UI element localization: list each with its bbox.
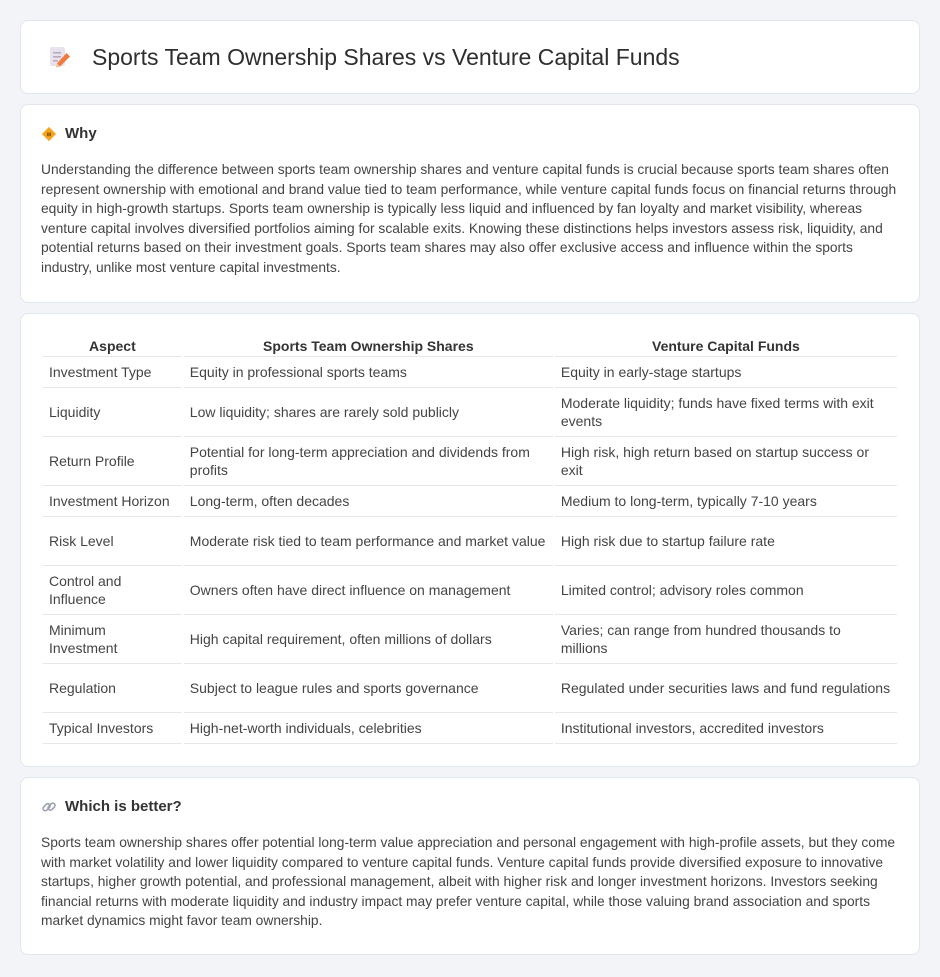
table-row — [43, 713, 897, 744]
table-row — [43, 357, 897, 388]
cell-sports: High capital requirement, often millions of dollars — [184, 615, 553, 664]
why-section — [20, 104, 920, 303]
cell-aspect: Regulation — [43, 664, 182, 713]
cell-aspect: Investment Type — [43, 357, 182, 388]
link-icon — [41, 799, 57, 815]
table-row — [43, 517, 897, 566]
table-row — [43, 388, 897, 437]
cell-sports: Subject to league rules and sports governance — [184, 664, 553, 713]
cell-aspect: Typical Investors — [43, 713, 182, 744]
cell-sports: Long-term, often decades — [184, 486, 553, 517]
why-header — [41, 125, 899, 142]
which-text: Sports team ownership shares offer potential long-term value appreciation and personal engagement with high-profile assets, but they come with market volatility and lower liquidity compared to venture capital funds. Venture capital funds provide diversified exposure to innovative startups, higher growth potential, and professional management, albeit with higher risk and longer investment horizons. Investors seeking financial returns with moderate liquidity and industry impact may prefer venture capital, while those valuing brand association and sports market dynamics might favor team ownership. — [41, 835, 896, 928]
cell-sports: Potential for long-term appreciation and dividends from profits — [184, 437, 553, 486]
cell-aspect: Investment Horizon — [43, 486, 182, 517]
which-header — [41, 798, 899, 815]
cell-vc: High risk, high return based on startup success or exit — [555, 437, 897, 486]
header-venture-capital: Venture Capital Funds — [555, 330, 897, 357]
table-row — [43, 615, 897, 664]
which-heading: Which is better? — [65, 798, 182, 815]
why-text: Understanding the difference between sports team ownership shares and venture capital funds is crucial because sports team shares often represent ownership with emotional and brand value tied to team performance, while venture capital funds focus on financial returns through equity in high-growth startups. Sports team ownership is typically less liquid and influenced by fan loyalty and market visibility, whereas venture capital involves diversified portfolios aiming for scalable exits. Knowing these distinctions helps investors assess risk, liquidity, and potential returns based on their investment goals. Sports team shares may also offer exclusive access and influence within the sports industry, unlike most venture capital investments. — [41, 162, 897, 275]
which-section — [20, 777, 920, 955]
cell-vc: Varies; can range from hundred thousands to millions — [555, 615, 897, 664]
cell-vc: Institutional investors, accredited investors — [555, 713, 897, 744]
cell-vc: High risk due to startup failure rate — [555, 517, 897, 566]
cell-aspect: Minimum Investment — [43, 615, 182, 664]
cell-vc: Moderate liquidity; funds have fixed terms with exit events — [555, 388, 897, 437]
cell-aspect: Control and Influence — [43, 566, 182, 615]
diamond-signal-icon — [41, 126, 57, 142]
table-row — [43, 437, 897, 486]
cell-vc: Limited control; advisory roles common — [555, 566, 897, 615]
page-title: Sports Team Ownership Shares vs Venture Capital Funds — [92, 43, 680, 70]
table-row — [43, 566, 897, 615]
cell-aspect: Return Profile — [43, 437, 182, 486]
table-header-row — [43, 330, 897, 357]
cell-aspect: Risk Level — [43, 517, 182, 566]
comparison-table — [41, 330, 899, 744]
cell-sports: Owners often have direct influence on management — [184, 566, 553, 615]
comparison-table-card — [20, 313, 920, 767]
why-heading: Why — [65, 125, 97, 142]
table-row — [43, 486, 897, 517]
cell-vc: Regulated under securities laws and fund regulations — [555, 664, 897, 713]
cell-sports: Low liquidity; shares are rarely sold publicly — [184, 388, 553, 437]
cell-vc: Equity in early-stage startups — [555, 357, 897, 388]
header-sports-team: Sports Team Ownership Shares — [184, 330, 553, 357]
cell-sports: Equity in professional sports teams — [184, 357, 553, 388]
title-card — [20, 20, 920, 94]
pencil-document-icon — [46, 44, 72, 70]
table-row — [43, 664, 897, 713]
cell-aspect: Liquidity — [43, 388, 182, 437]
cell-sports: High-net-worth individuals, celebrities — [184, 713, 553, 744]
cell-vc: Medium to long-term, typically 7-10 years — [555, 486, 897, 517]
cell-sports: Moderate risk tied to team performance and market value — [184, 517, 553, 566]
header-aspect: Aspect — [43, 330, 182, 357]
